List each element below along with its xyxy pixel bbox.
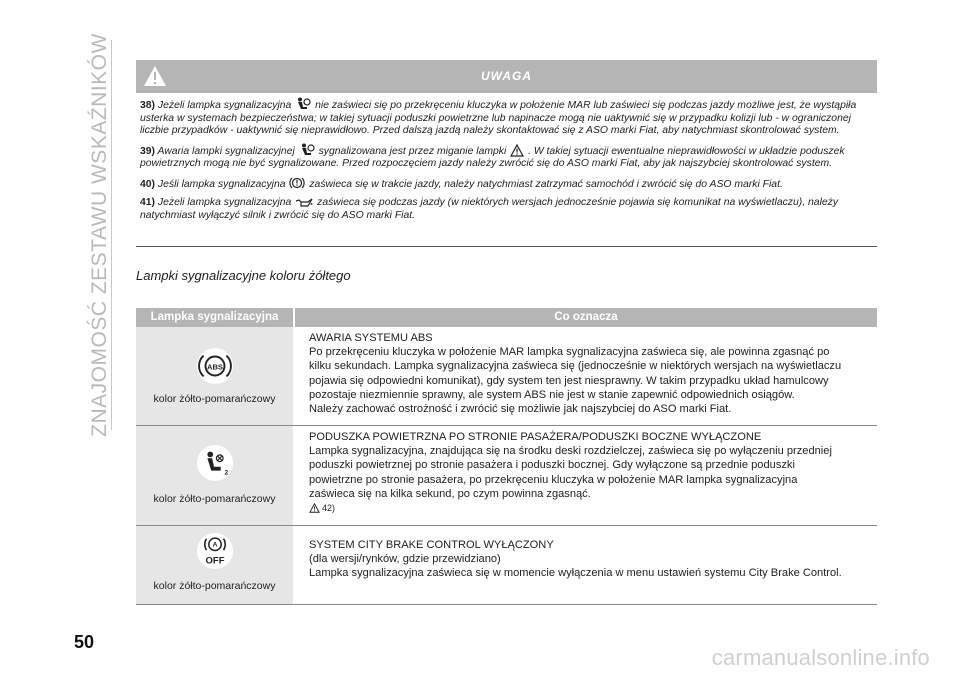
airbag-seat-icon: [295, 97, 311, 111]
city-brake-off-icon: [196, 532, 234, 570]
chapter-side-title-text: ZNAJOMOŚĆ ZESTAWU WSKAŹNIKÓW: [88, 33, 111, 437]
warning-body: [136, 93, 877, 222]
item-number: 38): [140, 100, 156, 111]
warning-item: [140, 97, 873, 138]
passenger-airbag-off-icon: [196, 444, 234, 482]
meaning-cell: [293, 526, 877, 604]
meaning-line: pojawia się odpowiedni komunikat), gdy system ten jest niesprawny. W takim przypadku układ hamulcowy: [309, 374, 829, 387]
watermark: carmanualsonline.info: [711, 645, 930, 670]
section-title: Lampki sygnalizacyjne koloru żółtego: [136, 268, 351, 283]
airbag-seat-icon: [299, 143, 315, 157]
side-divider: [111, 40, 112, 430]
item-text: sygnalizowana jest przez miganie lampki: [318, 145, 507, 157]
meaning-cell: [293, 426, 877, 525]
svg-text:OFF: OFF: [205, 555, 225, 567]
item-text: Jeżeli lampka sygnalizacyjna: [157, 100, 292, 111]
oil-pressure-icon: [295, 196, 313, 208]
meaning-title: SYSTEM CITY BRAKE CONTROL WYŁĄCZONY: [309, 539, 554, 551]
meaning-line: Po przekręceniu kluczyka w położenie MAR lampka sygnalizacyjna zaświeca się, ale powinna zgasnąć po: [309, 346, 830, 359]
meaning-title: PODUSZKA POWIETRZNA PO STRONIE PASAŻERA/PODUSZKI BOCZNE WYŁĄCZONE: [309, 431, 762, 443]
table-row: [136, 426, 877, 526]
warning-box: [136, 60, 877, 247]
meaning-line: Lampka sygnalizacyjna zaświeca się w momencie wyłączenia w menu ustawień systemu City Brake Control.: [309, 567, 842, 580]
warning-lights-table: [136, 308, 877, 605]
header-meaning: Co oznacza: [293, 308, 877, 327]
lamp-cell: [136, 426, 293, 525]
meaning-cell: [293, 327, 877, 425]
warning-item: [140, 196, 873, 222]
table-row: [136, 526, 877, 605]
item-text: Awaria lampki sygnalizacyjnej: [157, 145, 295, 157]
meaning-line: Lampka sygnalizacyjna, znajdująca się na środku deski rozdzielczej, zaświeca się po wyłączeniu przedniej: [309, 445, 832, 458]
item-number: 40): [140, 178, 156, 190]
note-reference-number: 42): [322, 503, 336, 514]
warning-item: [140, 176, 873, 192]
meaning-line: Należy zachować ostrożność i zwrócić się możliwie jak najszybciej do ASO marki Fiat.: [309, 403, 732, 416]
warning-triangle-icon: [309, 503, 320, 513]
item-number: 39): [140, 145, 156, 157]
warning-item: [140, 143, 873, 171]
meaning-line: poduszki powietrznej po stronie pasażera i poduszki bocznej. Gdy wyłączone są przednie poduszki: [309, 459, 795, 472]
lamp-color-caption: kolor żółto-pomarańczowy: [153, 493, 276, 505]
warning-title: UWAGA: [481, 69, 532, 83]
meaning-line: pozostaje niezmiennie sprawny, ale system ABS nie jest w stanie zapewnić odpowiednich osiągów.: [309, 388, 795, 401]
lamp-color-caption: kolor żółto-pomarańczowy: [153, 393, 276, 405]
item-text: . W takiej sytuacji ewentualne nieprawidłowości w układzie poduszek powietrznych mogą nie być sygnalizowane. Przed rozpoczęciem jazdy należy zwrócić się do ASO marki Fiat, aby jak najszybciej skontrolować system.: [140, 145, 845, 169]
item-text: nie zaświeci się po przekręceniu kluczyka w położenie MAR lub zaświeci się podczas jazdy możliwe jest, że wystąpiła usterka w systemach bezpieczeństwa; w takiej sytuacji poduszki powietrzne lub napinacze mogą nie uaktywnić się w przypadku kolizji lub - w ograniczonej liczbie przypadków - uaktywnić się nieprawidłowo. Przed dalszą jazdą należy skontaktować się z ASO marki Fiat, aby natychmiast skontrolować system.: [140, 100, 857, 136]
header-lamp: Lampka sygnalizacyjna: [150, 311, 279, 323]
meaning-line: (dla wersji/rynków, gdzie przewidziano): [309, 553, 501, 566]
meaning-line: zaświeca się na kilka sekund, po czym powinna zgasnąć.: [309, 487, 591, 500]
svg-text:2: 2: [224, 469, 229, 477]
table-row: [136, 327, 877, 426]
svg-text:A: A: [212, 541, 218, 549]
meaning-title: AWARIA SYSTEMU ABS: [309, 332, 433, 344]
lamp-color-caption: kolor żółto-pomarańczowy: [153, 580, 276, 592]
page-number: 50: [74, 632, 95, 652]
note-reference: [309, 501, 869, 515]
meaning-line: kilku sekundach. Lampka sygnalizacyjna zaświeca się (jednocześnie w niektórych wersjach na wyświetlaczu: [309, 360, 842, 373]
item-text: zaświeca się podczas jazdy (w niektórych wersjach jednocześnie pojawia się komunikat na wyświetlaczu), należy natychmiast wyłączyć silnik i zwrócić się do ASO marki Fiat.: [140, 197, 839, 221]
warning-triangle-icon: [510, 144, 524, 157]
table-header: [136, 308, 877, 327]
meaning-line: powietrzne po stronie pasażera, po przekręceniu kluczyka w położenie MAR lampka sygnalizacyjna: [309, 473, 798, 486]
item-number: 41): [140, 197, 156, 208]
item-text: zaświeca się w trakcie jazdy, należy natychmiast zatrzymać samochód i zwrócić się do ASO marki Fiat.: [309, 178, 783, 190]
lamp-cell: [136, 327, 293, 425]
lamp-cell: [136, 526, 293, 604]
item-text: Jeżeli lampka sygnalizacyjna: [157, 197, 292, 208]
abs-icon: [196, 347, 234, 385]
item-text: Jeśli lampka sygnalizacyjna: [157, 178, 286, 190]
warning-header: [136, 60, 877, 93]
chapter-side-title: [82, 33, 118, 437]
brake-system-icon: [289, 176, 305, 190]
svg-text:ABS: ABS: [206, 362, 224, 372]
